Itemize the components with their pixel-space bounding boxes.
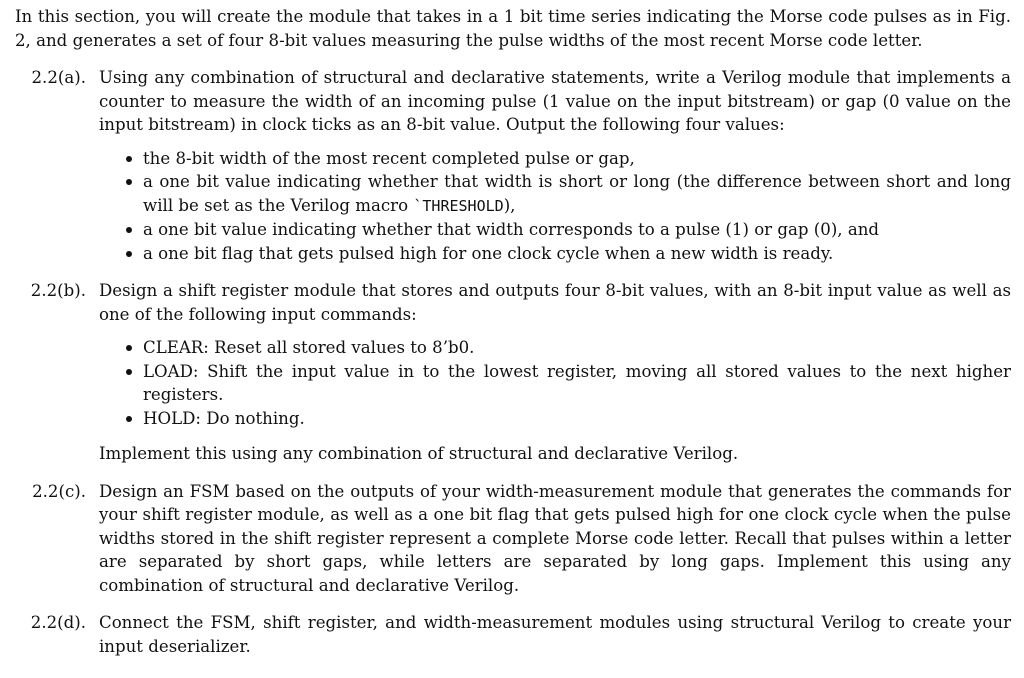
item-body — [86, 611, 1011, 658]
item-label: 2.2(c). — [32, 481, 86, 501]
list-item: a one bit value indicating whether that width corresponds to a pulse (1) or gap (0), and — [121, 218, 1011, 242]
item-2-2a — [15, 66, 1011, 265]
list-item-tail: ), — [503, 195, 516, 215]
list-item: LOAD: Shift the input value in to the lowest register, moving all stored values to the next higher registers. — [121, 360, 1011, 407]
item-body — [86, 66, 1011, 265]
item-body — [86, 279, 1011, 466]
intro-paragraph: In this section, you will create the module that takes in a 1 bit time series indicating the Morse code pulses as in Fig. 2, and generates a set of four 8-bit values measuring the pulse widths of the most recent Morse code letter. — [15, 7, 1011, 50]
item-label: 2.2(b). — [30, 281, 86, 300]
item-followup-text: Implement this using any combination of structural and declarative Verilog. — [99, 444, 739, 463]
list-item: CLEAR: Reset all stored values to 8’b0. — [121, 336, 1011, 360]
document-page — [15, 5, 1011, 658]
item-text: Using any combination of structural and declarative statements, write a Verilog module that implements a counter to measure the width of an incoming pulse (1 value on the input bitstream) or gap (0 value on the input bitstream) in clock ticks as an 8-bit value. Output the following four values: — [99, 68, 1011, 134]
list-item — [121, 170, 1011, 218]
list-item-text: a one bit value indicating whether that width is short or long (the difference between short and long will be set as the Verilog macro — [143, 172, 1011, 215]
bullet-list — [99, 147, 1011, 266]
item-text: Design a shift register module that stores and outputs four 8-bit values, with an 8-bit input value as well as one of the following input commands: — [99, 281, 1011, 324]
item-2-2d — [15, 611, 1011, 658]
item-2-2c — [15, 480, 1011, 598]
item-label: 2.2(a). — [31, 68, 86, 87]
item-body — [86, 480, 1011, 598]
verilog-macro: `THRESHOLD — [413, 196, 504, 215]
item-text: Connect the FSM, shift register, and width-measurement modules using structural Verilog to create your input deserializer. — [99, 613, 1011, 656]
item-text: Design an FSM based on the outputs of your width-measurement module that generates the commands for your shift register module, as well as a one bit flag that gets pulsed high for one clock cycle when the pulse widths stored in the shift register represent a complete Morse code letter. Recall that pulses within a letter are separated by short gaps, while letters are separated by long gaps. Implement this using any combination of structural and declarative Verilog. — [99, 481, 1011, 595]
list-item: the 8-bit width of the most recent completed pulse or gap, — [121, 147, 1011, 171]
list-item: HOLD: Do nothing. — [121, 407, 1011, 431]
bullet-list — [99, 336, 1011, 430]
list-item: a one bit flag that gets pulsed high for one clock cycle when a new width is ready. — [121, 242, 1011, 266]
item-label: 2.2(d). — [30, 613, 86, 632]
item-2-2b — [15, 279, 1011, 466]
